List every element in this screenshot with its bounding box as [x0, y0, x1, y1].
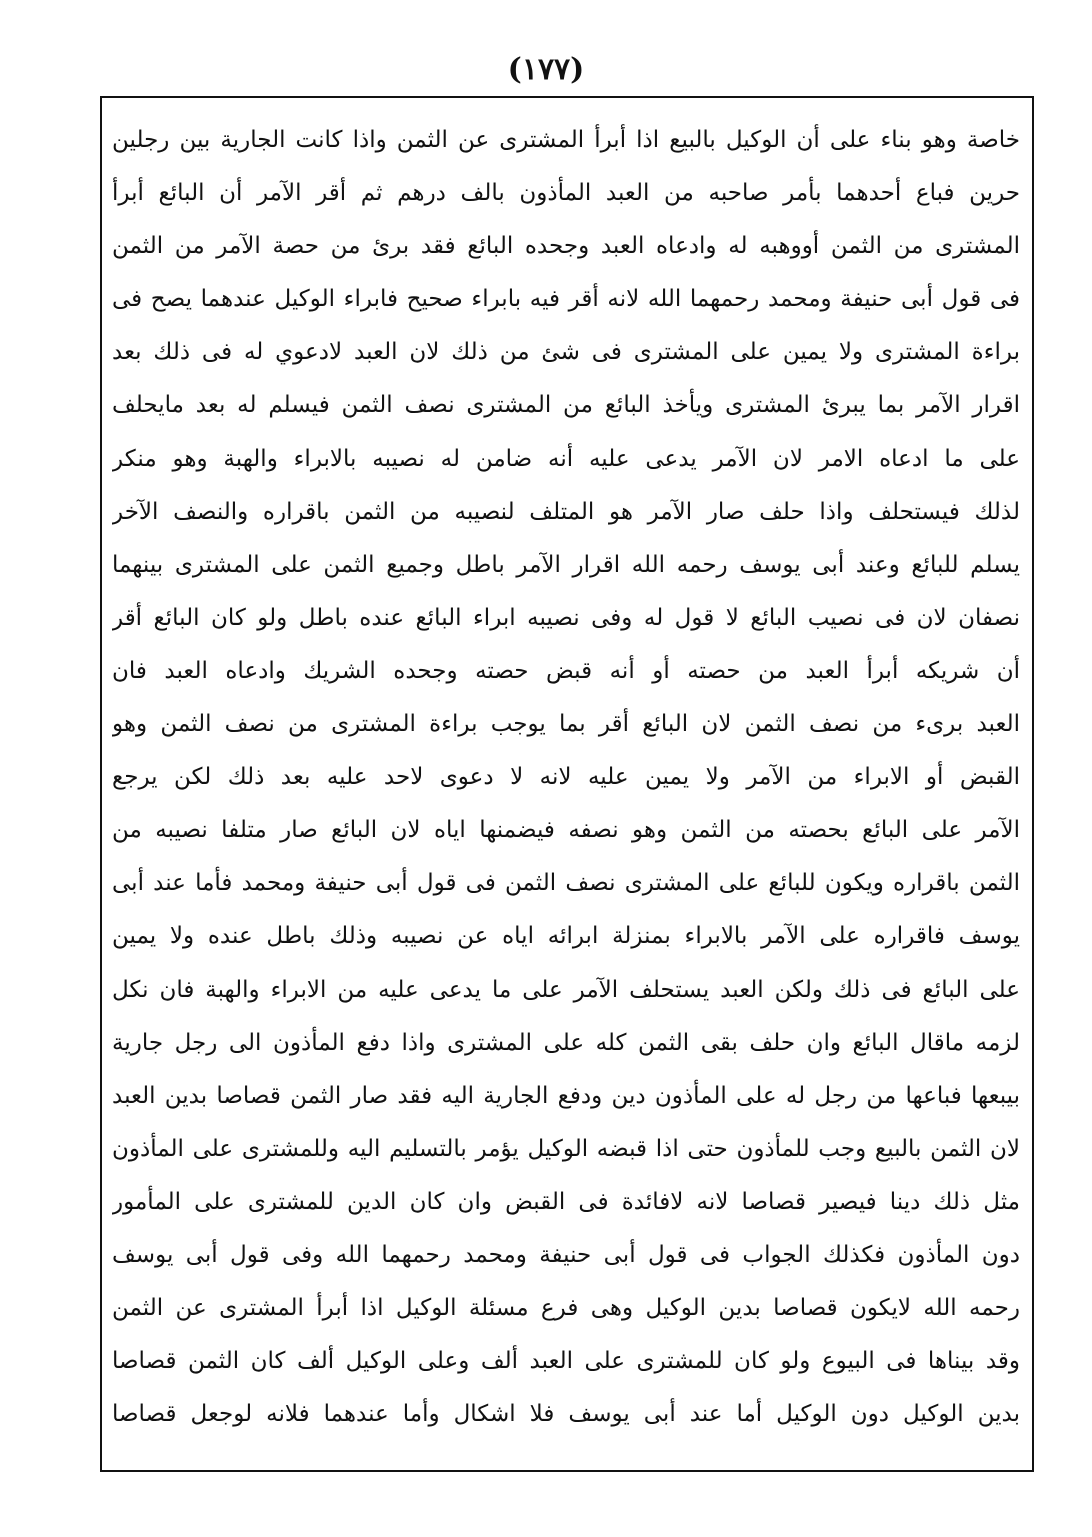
page-number: (١٧٧)	[507, 52, 585, 87]
text-line: على ما ادعاه الامر لان الآمر يدعى عليه أنه ضامن له نصيبه بالابراء والهبة وهو منكر	[112, 445, 1020, 472]
text-line: اقرار الآمر بما يبرئ المشترى ويأخذ البائع من المشترى نصف الثمن فيسلم له بعد مايحلف	[112, 392, 1020, 419]
text-line: براءة المشترى ولا يمين على المشترى فى شئ من ذلك لان العبد لادعوي له فى ذلك بعد	[112, 339, 1020, 366]
text-line: يسلم للبائع وعند أبى يوسف رحمه الله اقرار الآمر باطل وجميع الثمن على المشترى بينهما	[112, 551, 1020, 578]
text-line: حرين فباع أحدهما بأمر صاحبه من العبد المأذون بالف درهم ثم أقر الآمر أن البائع أبرأ	[112, 180, 1020, 207]
text-line: مثل ذلك دينا فيصير قصاصا لانه لافائدة فى القبض وان كان الدين للمشترى على المأمور	[112, 1188, 1020, 1215]
text-line: على البائع فى ذلك ولكن العبد يستحلف الآمر على ما يدعى عليه من الابراء والهبة فان نكل	[112, 976, 1020, 1003]
text-line: لان الثمن بالبيع وجب للمأذون حتى اذا قبضه الوكيل يؤمر بالتسليم اليه وللمشترى على المأذون	[112, 1135, 1020, 1162]
text-line: يوسف فاقراره على الآمر بالابراء بمنزلة ابرائه اياه عن نصيبه وذلك باطل عنده ولا يمين	[112, 923, 1020, 950]
text-line: بيبعها فباعها من رجل له على المأذون دين ودفع الجارية اليه فقد صار الثمن قصاصا بدين العبد	[112, 1082, 1020, 1109]
text-line: العبد برىء من نصف الثمن لان البائع أقر بما يوجب براءة المشترى من نصف الثمن وهو	[112, 711, 1020, 738]
text-line: القبض أو الابراء من الآمر ولا يمين عليه لانه لا دعوى لاحد عليه بعد ذلك لكن يرجع	[112, 764, 1020, 791]
text-line: أن شريكه أبرأ العبد من حصته أو أنه قبض حصته وجحده الشريك وادعاه العبد فان	[112, 657, 1020, 684]
text-line: دون المأذون فكذلك الجواب فى قول أبى حنيفة ومحمد رحمهما الله وفى قول أبى يوسف	[112, 1241, 1020, 1268]
text-line: فى قول أبى حنيفة ومحمد رحمهما الله لانه أقر فيه بابراء صحيح فابراء الوكيل عندهما يصح فى	[112, 286, 1020, 313]
text-line: لذلك فيستحلف واذا حلف صار الآمر هو المتلف لنصيبه من الثمن باقراره والنصف الآخر	[112, 498, 1020, 525]
text-line: رحمه الله لايكون قصاصا بدين الوكيل وهى فرع مسئلة الوكيل اذا أبرأ المشترى عن الثمن	[112, 1295, 1020, 1322]
text-line: بدين الوكيل دون الوكيل أما عند أبى يوسف فلا اشكال وأما عندهما فلانه لوجعل قصاصا	[112, 1401, 1020, 1428]
text-line: الثمن باقراره ويكون للبائع على المشترى نصف الثمن فى قول أبى حنيفة ومحمد فأما عند أبى	[112, 870, 1020, 897]
text-line: المشترى من الثمن أووهبه له وادعاه العبد وجحده البائع فقد برئ من حصة الآمر من الثمن	[112, 233, 1020, 260]
body-text	[112, 114, 1020, 1441]
text-line: الآمر على البائع بحصته من الثمن وهو نصفه فيضمنها اياه لان البائع صار متلفا نصيبه من	[112, 817, 1020, 844]
text-line: خاصة وهو بناء على أن الوكيل بالبيع اذا أبرأ المشترى عن الثمن واذا كانت الجارية بين رجلين	[112, 127, 1020, 153]
text-line: نصفان لان فى نصيب البائع لا قول له وفى نصيبه ابراء البائع عنده باطل ولو كان البائع أقر	[112, 604, 1020, 631]
text-line: لزمه ماقال البائع وان حلف بقى الثمن كله على المشترى واذا دفع المأذون الى رجل جارية	[112, 1029, 1020, 1056]
text-line: وقد بيناها فى البيوع ولو كان للمشترى على العبد ألف وعلى الوكيل ألف كان الثمن قصاصا	[112, 1348, 1020, 1375]
